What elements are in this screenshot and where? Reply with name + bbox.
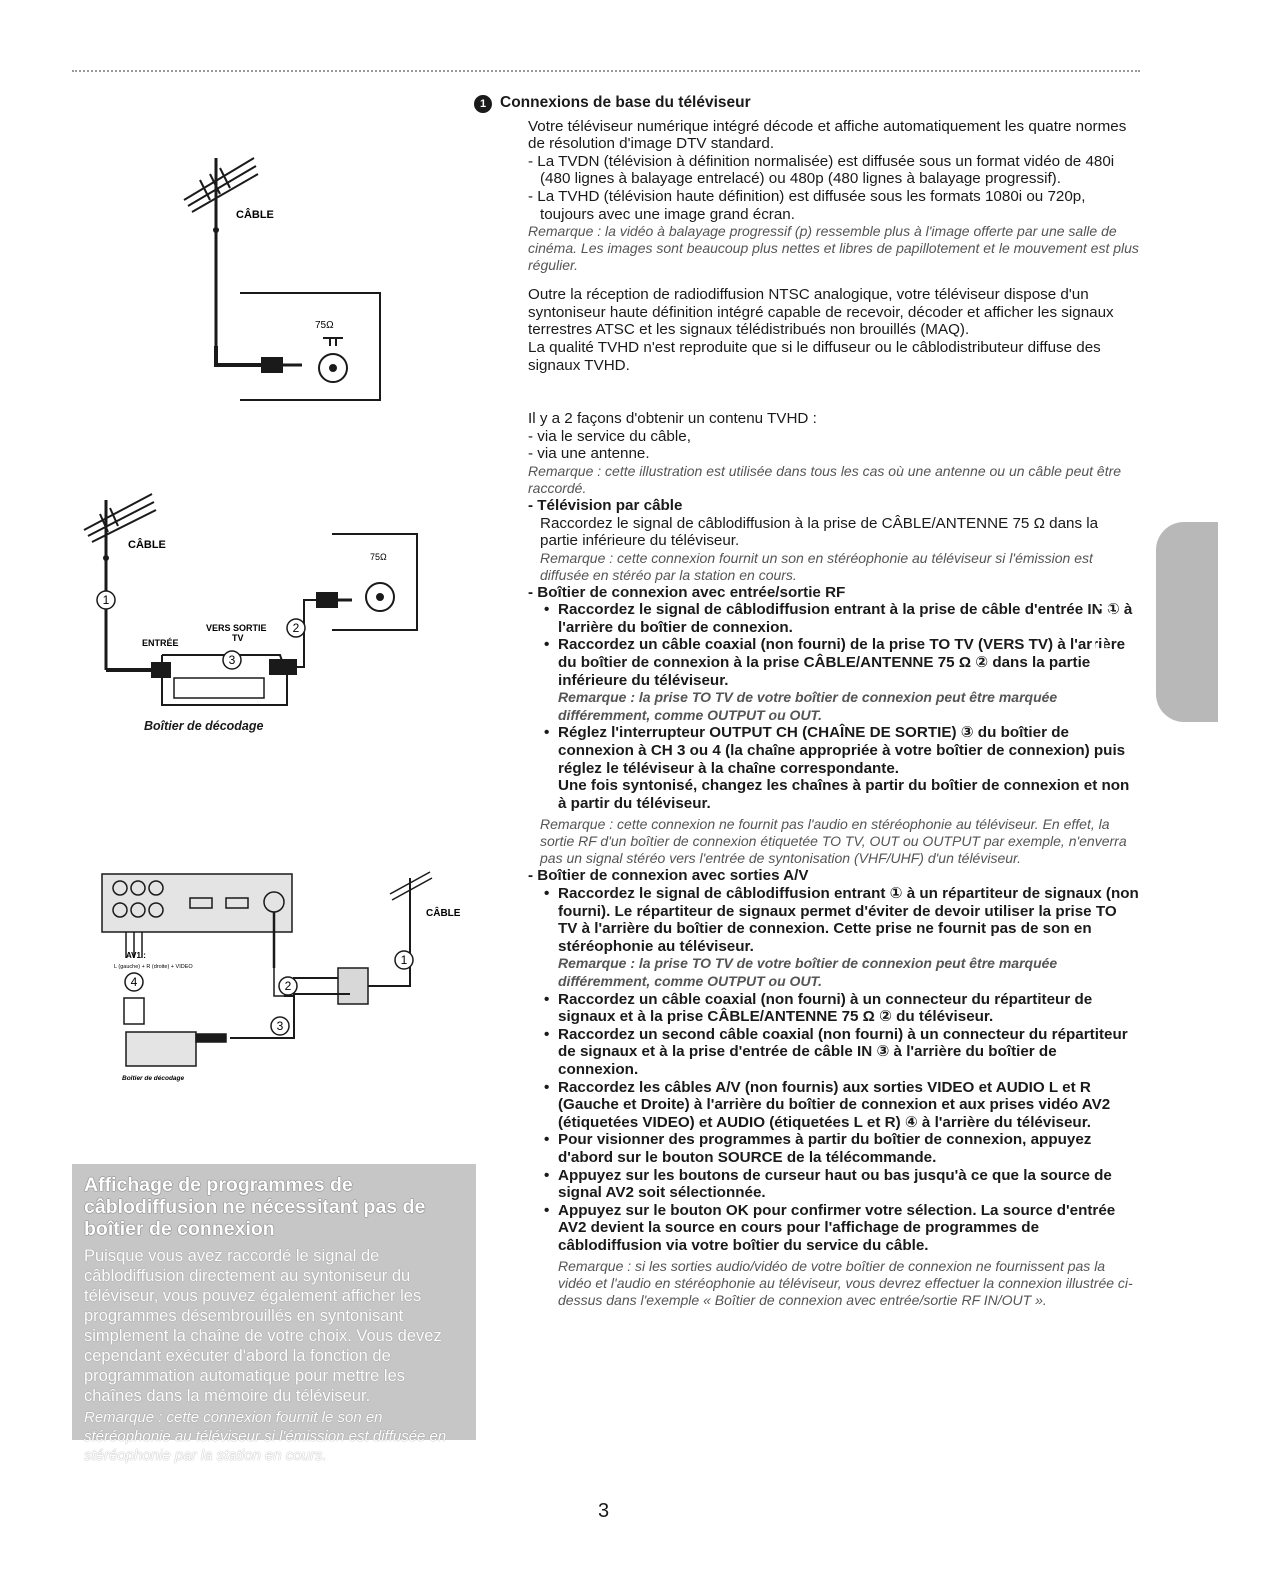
rf-box-step-3: • Réglez l'interrupteur OUTPUT CH (CHAÎNE DE SORTIE) ③ du boîtier de connexion à CH 3 ou 4 (la chaîne appropriée à votre boîtier de connexion) puis réglez le téléviseur à la chaîne correspondante. Une fois syntonisé, changez les chaînes à partir du boîtier de connexion et non à partir du téléviseur.: [544, 724, 1140, 812]
intro-paragraph-2: Outre la réception de radiodiffusion NTSC analogique, votre téléviseur dispose d'un syntoniseur haute définition intégré capable de recevoir, décoder et afficher les signaux terrestres ATSC et les signaux télédistribués non brouillés (MAQ).: [528, 286, 1114, 339]
fig2-ohm-label: 75Ω: [370, 552, 387, 562]
figure-antenna-direct: [170, 150, 400, 410]
callout-note: Remarque : cette connexion fournit le son en stéréophonie au téléviseur si l'émission est diffusée en stéréophonie par la station en cours.: [84, 1409, 447, 1464]
callout-title: Affichage de programmes de câblodiffusion ne nécessitant pas de boîtier de connexion: [84, 1174, 426, 1240]
fig3-av1-label: AV1 :: [126, 951, 146, 960]
intro-paragraph-1: Votre téléviseur numérique intégré décode et affiche automatiquement les quatre normes de résolution d'image DTV standard.: [528, 117, 1127, 153]
top-rule: [72, 70, 1140, 72]
av-box-note: Remarque : si les sorties audio/vidéo de votre boîtier de connexion ne fournissent pas la vidéo et l'audio en stéréophonie au téléviseur, vous devrez effectuer la connexion illustrée ci-dessus dans l'exemple « Boîtier de connexion avec entrée/sortie RF IN/OUT ».: [558, 1258, 1133, 1309]
rf-box-step-3b: Une fois syntonisé, changez les chaînes à partir du boîtier de connexion et non à partir du téléviseur.: [558, 777, 1130, 812]
fig3-marker-1: 1: [400, 953, 408, 967]
av-box-step-2: • Raccordez un câble coaxial (non fourni) à un connecteur du répartiteur de signaux et à la prise CÂBLE/ANTENNE 75 Ω ② du téléviseur.: [544, 991, 1140, 1026]
fig2-vers-sortie: VERS SORTIE: [206, 623, 267, 633]
av-box-step-6: • Appuyez sur les boutons de curseur haut ou bas jusqu'à ce que la source de signal AV2 soit sélectionnée.: [544, 1167, 1140, 1202]
callout-box: [72, 1164, 476, 1464]
intro-item-tvhd: - La TVHD (télévision haute définition) est diffusée sous les formats 1080i ou 720p, toujours avec une image grand écran.: [528, 187, 1086, 223]
fig2-entree: ENTRÉE: [142, 638, 179, 648]
fig2-cable-label: CÂBLE: [128, 539, 166, 551]
intro-way-cable: - via le service du câble,: [528, 427, 691, 445]
rf-box-note: Remarque : cette connexion ne fournit pas l'audio en stéréophonie au téléviseur. En effet, la sortie RF d'un boîtier de connexion étiquetée TO TV, OUT ou OUTPUT par exemple, n'enverra pas un signal stéréo vers l'entrée de syntonisation (VHF/UHF) d'un téléviseur.: [540, 816, 1127, 867]
fig2-tv: TV: [232, 633, 244, 643]
fig3-cable-label: CÂBLE: [426, 908, 461, 919]
fig3-marker-4: 4: [130, 975, 138, 989]
fig2-marker-1: 1: [102, 593, 110, 607]
section-title: Connexions de base du téléviseur: [500, 94, 751, 111]
fig1-cable-label: CÂBLE: [236, 209, 274, 221]
cable-tv-note: Remarque : cette connexion fournit un son en stéréophonie au téléviseur si l'émission est diffusée en stéréo par la station en cours.: [540, 549, 1093, 583]
fig3-caption: Boîtier de décodage: [122, 1075, 185, 1082]
figure-av-decoder: [100, 868, 480, 1088]
section-number: 1: [474, 95, 492, 113]
intro-note-1: Remarque : la vidéo à balayage progressif (p) ressemble plus à l'image offerte par une salle de cinéma. Les images sont beaucoup plus nettes et libres de papillotement et le mouvement est plus régulier.: [528, 223, 1139, 274]
fig3-marker-3: 3: [276, 1019, 284, 1033]
fig3-av1-sub: L (gauche) + R (droite) + VIDEO: [114, 964, 193, 970]
av-box-step-1-note: Remarque : la prise TO TV de votre boîtier de connexion peut être marquée différemment, comme OUTPUT ou OUT.: [558, 955, 1058, 989]
av-box-step-4: • Raccordez les câbles A/V (non fournis) aux sorties VIDEO et AUDIO L et R (Gauche et Droite) à l'arrière du boîtier de connexion et aux prises vidéo AV2 (étiquetées VIDEO) et AUDIO (étiquetées L et R) ④ à l'arrière du téléviseur.: [544, 1079, 1140, 1132]
language-tab: [1087, 522, 1218, 722]
rf-box-step-2: • Raccordez un câble coaxial (non fourni) de la prise TO TV (VERS TV) à l'arrière du boîtier de connexion à la prise CÂBLE/ANTENNE 75 Ω ② dans la partie inférieure du téléviseur. Remarque : la prise TO TV de votre boîtier de connexion peut être marquée différemment, comme OUTPUT ou OUT.: [544, 636, 1140, 724]
intro-block: [500, 118, 1140, 1310]
fig2-caption: Boîtier de décodage: [144, 719, 264, 733]
intro-item-tvdn: - La TVDN (télévision à définition normalisée) est diffusée sous un format vidéo de 480i (480 lignes à balayage entrelacé) ou 480p (480 lignes à balayage progressif).: [528, 152, 1115, 188]
av-box-step-7: • Appuyez sur le bouton OK pour confirmer votre sélection. La source d'entrée AV2 devient la source en cours pour l'affichage de programmes de câblodiffusion via votre boîtier du service du câble.: [544, 1202, 1140, 1255]
language-tab-label: Français: [1087, 545, 1118, 653]
section-heading: [472, 94, 1112, 112]
rf-box-heading: - Boîtier de connexion avec entrée/sortie RF: [528, 583, 846, 601]
cable-tv-heading: - Télévision par câble: [528, 496, 683, 514]
av-box-heading: - Boîtier de connexion avec sorties A/V: [528, 867, 809, 885]
callout-text: Puisque vous avez raccordé le signal de câblodiffusion directement au syntoniseur du téléviseur, vous pouvez également afficher les programmes désembrouillés en syntonisant simplement la chaîne de votre choix. Vous devez cependant exécuter d'abord la fonction de programmation automatique pour mettre les chaînes dans la mémoire du téléviseur.: [84, 1247, 442, 1405]
figure-rf-decoder: [82, 490, 432, 740]
av-box-step-1: • Raccordez le signal de câblodiffusion entrant ① à un répartiteur de signaux (non fourni). Le répartiteur de signaux permet d'éviter de devoir utiliser la prise TO TV à l'arrière du boîtier de connexion. Cette prise ne fournit pas de son en stéréophonie au téléviseur. Remarque : la prise TO TV de votre boîtier de connexion peut être marquée différemment, comme OUTPUT ou OUT.: [544, 885, 1140, 991]
fig2-marker-2: 2: [292, 621, 300, 635]
av-box-step-5: • Pour visionner des programmes à partir du boîtier de connexion, appuyez d'abord sur le bouton SOURCE de la télécommande.: [544, 1131, 1140, 1166]
intro-note-2: Remarque : cette illustration est utilisée dans tous les cas où une antenne ou un câble peut être raccordé.: [528, 462, 1122, 496]
cable-tv-text: Raccordez le signal de câblodiffusion à la prise de CÂBLE/ANTENNE 75 Ω dans la partie inférieure du téléviseur.: [540, 514, 1099, 550]
rf-box-step-1: • Raccordez le signal de câblodiffusion entrant à la prise de câble d'entrée IN ① à l'arrière du boîtier de connexion.: [544, 601, 1140, 636]
rf-box-step-2-note: Remarque : la prise TO TV de votre boîtier de connexion peut être marquée différemment, comme OUTPUT ou OUT.: [558, 689, 1058, 723]
intro-paragraph-4: Il y a 2 façons d'obtenir un contenu TVHD :: [528, 410, 817, 428]
page-number: 3: [598, 1500, 610, 1522]
intro-paragraph-3: La qualité TVHD n'est reproduite que si le diffuseur ou le câblodistributeur diffuse des signaux TVHD.: [528, 338, 1101, 374]
main-content: [479, 94, 1140, 1309]
rf-box-list: [528, 601, 1140, 812]
fig2-marker-3: 3: [228, 653, 236, 667]
av-box-list: [528, 885, 1140, 1254]
intro-way-antenna: - via une antenne.: [528, 445, 650, 463]
fig1-ohm-label: 75Ω: [315, 320, 334, 331]
av-box-step-3: • Raccordez un second câble coaxial (non fourni) à un connecteur du répartiteur de signaux et à la prise d'entrée de câble IN ③ à l'arrière du boîtier de connexion.: [544, 1026, 1140, 1079]
fig3-marker-2: 2: [284, 979, 292, 993]
